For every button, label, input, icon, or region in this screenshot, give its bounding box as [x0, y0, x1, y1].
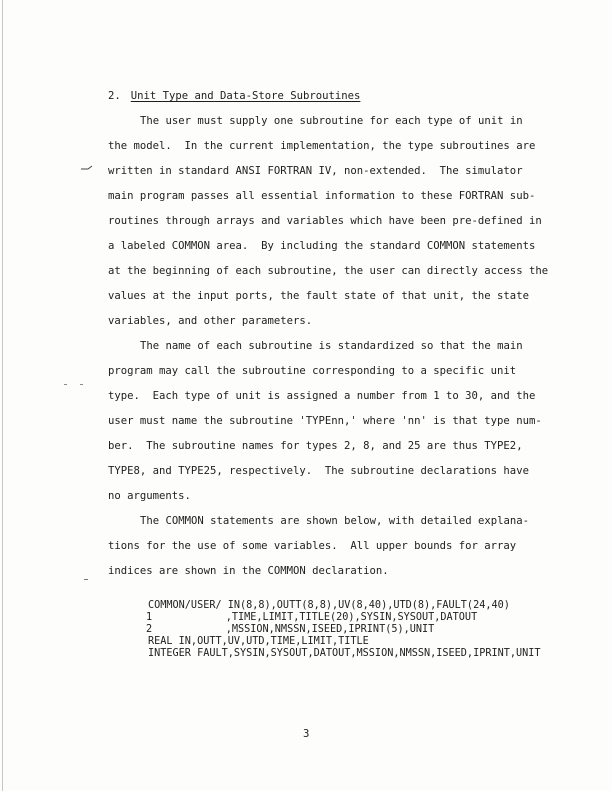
section-number: 2.: [108, 90, 121, 102]
para2-line0: The name of each subroutine is standardized so that the main: [140, 340, 523, 352]
code-line-continuation-1: 1 ,TIME,LIMIT,TITLE(20),SYSIN,SYSOUT,DATOUT: [146, 612, 478, 623]
section-title: Unit Type and Data-Store Subroutines: [130, 90, 361, 102]
margin-dot: [84, 579, 88, 580]
margin-dot: [80, 384, 83, 385]
margin-dot: [64, 384, 67, 385]
para1-line8: variables, and other parameters.: [108, 315, 313, 327]
para2-line6: no arguments.: [108, 490, 191, 502]
para3-line1: tions for the use of some variables. All upper bounds for array: [108, 540, 517, 552]
para2-line1: program may call the subroutine corresponding to a specific unit: [108, 365, 517, 377]
section-heading: [108, 90, 360, 102]
para3-line2: indices are shown in the COMMON declaration.: [108, 565, 389, 577]
scan-mark-arrow-icon: [80, 163, 94, 171]
para2-line4: ber. The subroutine names for types 2, 8, and 25 are thus TYPE2,: [108, 440, 523, 452]
para2-line2: type. Each type of unit is assigned a number from 1 to 30, and the: [108, 390, 536, 402]
scan-edge-line: [2, 0, 3, 791]
code-line-real: REAL IN,OUTT,UV,UTD,TIME,LIMIT,TITLE: [148, 636, 369, 647]
para1-line5: a labeled COMMON area. By including the standard COMMON statements: [108, 240, 536, 252]
page-number: 3: [303, 728, 310, 740]
para3-line0: The COMMON statements are shown below, with detailed explana-: [140, 515, 530, 527]
para1-line7: values at the input ports, the fault state of that unit, the state: [108, 290, 529, 302]
code-line-integer: INTEGER FAULT,SYSIN,SYSOUT,DATOUT,MSSION,NMSSN,ISEED,IPRINT,UNIT: [148, 648, 541, 659]
margin-scan-mark: [80, 163, 94, 174]
para1-line4: routines through arrays and variables which have been pre-defined in: [108, 215, 542, 227]
para1-line2: written in standard ANSI FORTRAN IV, non-extended. The simulator: [108, 165, 523, 177]
code-line-continuation-2: 2 ,MSSION,NMSSN,ISEED,IPRINT(5),UNIT: [146, 624, 435, 635]
para1-line0: The user must supply one subroutine for each type of unit in: [140, 115, 523, 127]
code-line-common: COMMON/USER/ IN(8,8),OUTT(8,8),UV(8,40),UTD(8),FAULT(24,40): [148, 600, 510, 611]
para1-line6: at the beginning of each subroutine, the user can directly access the: [108, 265, 549, 277]
para2-line5: TYPE8, and TYPE25, respectively. The subroutine declarations have: [108, 465, 529, 477]
para1-line3: main program passes all essential information to these FORTRAN sub-: [108, 190, 536, 202]
para1-line1: the model. In the current implementation, the type subroutines are: [108, 140, 536, 152]
para2-line3: user must name the subroutine 'TYPEnn,' where 'nn' is that type num-: [108, 415, 542, 427]
